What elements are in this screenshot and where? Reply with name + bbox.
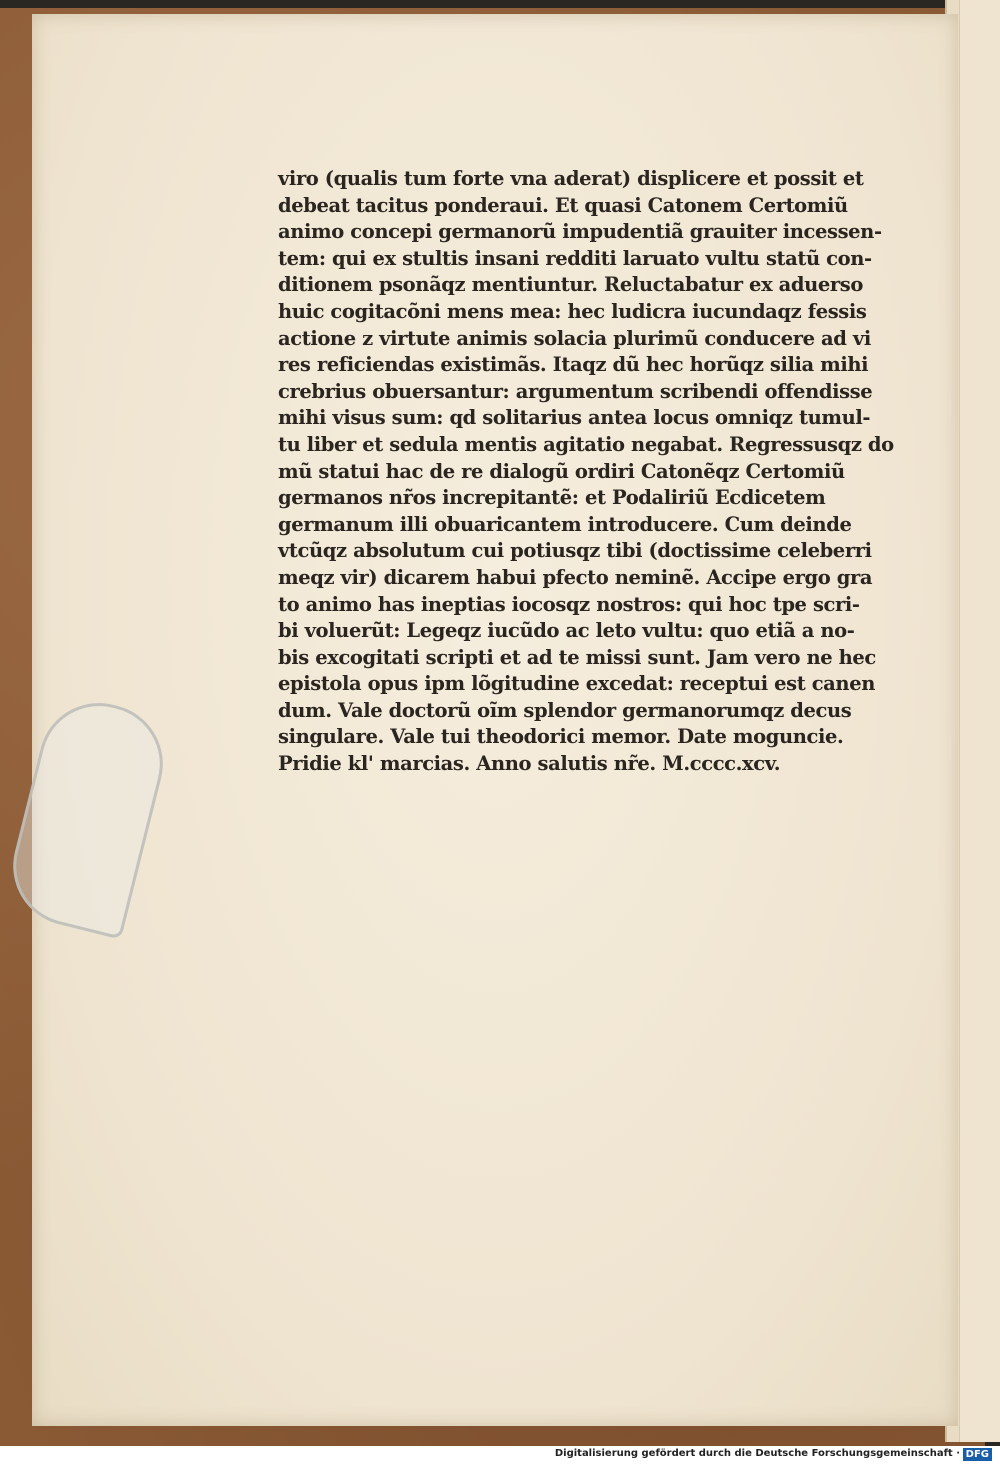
page-edge-inner: [959, 0, 1000, 1442]
funding-credit: Digitalisierung gefördert durch die Deutsche Forschungsgemeinschaft ·: [554, 1448, 960, 1459]
text-line: mihi visus sum: qd solitarius antea locus omniqz tumul-: [278, 406, 871, 430]
text-line: huic cogitacõni mens mea: hec ludicra iucundaqz fessis: [278, 299, 867, 323]
text-line: res reficiendas existimãs. Itaqz dũ hec horũqz silia mihi: [278, 353, 869, 377]
text-line: germanum illi obuaricantem introducere. Cum deinde: [278, 512, 852, 536]
text-line: ditionem psonãqz mentiuntur. Reluctabatur ex aduerso: [278, 273, 863, 297]
printed-text-block: [278, 166, 894, 778]
text-line: debeat tacitus ponderaui. Et quasi Catonem Certomiũ: [278, 193, 848, 217]
dfg-logo: DFG: [963, 1448, 992, 1461]
text-line: tu liber et sedula mentis agitatio negabat. Regressusqz do: [278, 432, 894, 456]
text-line: viro (qualis tum forte vna aderat) displicere et possit et: [278, 167, 864, 190]
text-line: vtcũqz absolutum cui potiusqz tibi (doctissime celeberri: [278, 539, 872, 563]
text-line: dum. Vale doctorũ oĩm splendor germanorumqz decus: [278, 698, 852, 722]
text-line: epistola opus ipm lõgitudine excedat: receptui est canen: [278, 672, 875, 696]
text-line: bi voluerũt: Legeqz iucũdo ac leto vultu: quo etiã a no-: [278, 619, 855, 643]
text-line: to animo has ineptias iocosqz nostros: qui hoc tpe scri-: [278, 592, 860, 616]
text-line: germanos nr̃os increpitantẽ: et Podaliriũ Ecdicetem: [278, 486, 826, 510]
book-page: [32, 14, 958, 1426]
text-line: meqz vir) dicarem habui pfecto neminẽ. Accipe ergo gra: [278, 565, 873, 589]
text-line: actione z virtute animis solacia plurimũ conducere ad vi: [278, 326, 871, 350]
text-line: mũ statui hac de re dialogũ ordiri Catonẽqz Certomiũ: [278, 459, 845, 483]
digitization-footer: [0, 1446, 1000, 1464]
text-line: Pridie kl' marcias. Anno salutis nr̃e. M.cccc.xcv.: [278, 752, 781, 776]
text-line: tem: qui ex stultis insani redditi laruato vultu statũ con-: [278, 246, 872, 270]
text-line: singulare. Vale tui theodorici memor. Date moguncie.: [278, 725, 844, 749]
text-line: crebrius obuersantur: argumentum scribendi offendisse: [278, 379, 873, 403]
text-line: bis excogitati scripti et ad te missi sunt. Jam vero ne hec: [278, 645, 876, 669]
text-line: animo concepi germanorũ impudentiã grauiter incessen-: [278, 220, 882, 244]
